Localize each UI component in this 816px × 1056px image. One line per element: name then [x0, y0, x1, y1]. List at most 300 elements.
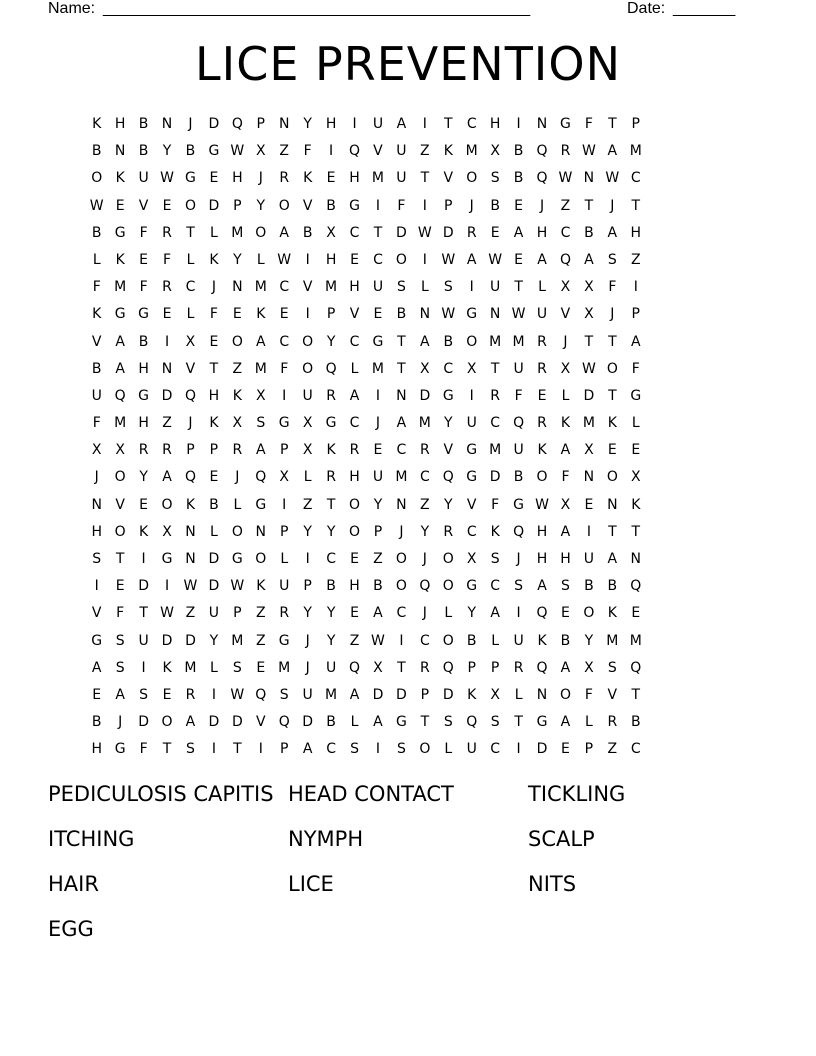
grid-letter[interactable]: Q — [466, 714, 478, 731]
grid-letter[interactable]: B — [138, 116, 149, 132]
grid-letter[interactable]: D — [536, 741, 548, 758]
grid-letter[interactable]: B — [607, 578, 618, 595]
grid-letter[interactable]: L — [491, 632, 500, 649]
grid-letter[interactable]: L — [210, 224, 218, 241]
grid-letter[interactable]: Y — [326, 333, 336, 350]
grid-letter[interactable]: Y — [373, 496, 383, 513]
grid-letter[interactable]: K — [537, 632, 547, 649]
grid-letter[interactable]: V — [373, 143, 383, 160]
grid-letter[interactable]: Y — [444, 415, 453, 432]
grid-letter[interactable]: G — [372, 333, 384, 350]
grid-letter[interactable]: U — [372, 279, 384, 296]
grid-letter[interactable]: D — [208, 714, 220, 731]
grid-letter[interactable]: X — [420, 360, 430, 377]
grid-letter[interactable]: J — [235, 469, 240, 486]
grid-letter[interactable]: V — [349, 306, 360, 323]
grid-letter[interactable]: J — [94, 469, 99, 486]
grid-letter[interactable]: O — [442, 578, 454, 595]
grid-letter[interactable]: B — [302, 224, 313, 241]
grid-letter[interactable]: K — [560, 415, 571, 432]
grid-letter[interactable]: O — [302, 333, 314, 350]
grid-letter[interactable]: T — [490, 360, 500, 377]
grid-letter[interactable]: C — [326, 551, 336, 567]
grid-letter[interactable]: O — [278, 197, 290, 214]
grid-letter[interactable]: S — [490, 170, 500, 187]
grid-letter[interactable]: C — [466, 523, 477, 540]
grid-letter[interactable]: X — [584, 659, 594, 676]
grid-letter[interactable]: D — [208, 116, 220, 132]
grid-letter[interactable]: T — [444, 116, 453, 132]
grid-letter[interactable]: Y — [584, 632, 594, 649]
grid-letter[interactable]: H — [325, 116, 337, 132]
grid-letter[interactable]: O — [161, 714, 173, 731]
grid-letter[interactable]: O — [255, 224, 267, 241]
grid-letter[interactable]: M — [629, 143, 642, 160]
grid-letter[interactable]: S — [92, 551, 102, 567]
grid-letter[interactable]: E — [232, 306, 242, 323]
grid-letter[interactable]: K — [537, 442, 547, 459]
grid-letter[interactable]: Q — [349, 659, 361, 676]
grid-letter[interactable]: K — [607, 415, 617, 432]
grid-letter[interactable]: W — [488, 251, 503, 268]
grid-letter[interactable]: H — [349, 170, 360, 187]
grid-letter[interactable]: L — [256, 251, 265, 268]
grid-letter[interactable]: L — [210, 523, 218, 540]
grid-letter[interactable]: G — [560, 116, 571, 132]
grid-letter[interactable]: Q — [419, 578, 431, 595]
grid-letter[interactable]: U — [372, 469, 384, 486]
grid-letter[interactable]: K — [92, 306, 102, 323]
grid-letter[interactable]: G — [513, 496, 525, 513]
grid-letter[interactable]: F — [280, 360, 289, 377]
grid-letter[interactable]: E — [209, 170, 219, 187]
grid-letter[interactable]: R — [326, 469, 336, 486]
grid-letter[interactable]: L — [350, 360, 359, 377]
grid-letter[interactable]: F — [139, 741, 148, 758]
grid-letter[interactable]: Z — [255, 632, 266, 649]
grid-letter[interactable]: H — [138, 415, 149, 432]
grid-letter[interactable]: N — [489, 306, 501, 323]
grid-letter[interactable]: B — [91, 143, 102, 160]
grid-letter[interactable]: W — [230, 686, 245, 703]
grid-letter[interactable]: K — [185, 496, 196, 513]
grid-letter[interactable]: T — [233, 741, 242, 758]
grid-letter[interactable]: X — [560, 360, 571, 377]
grid-letter[interactable]: A — [396, 415, 407, 432]
grid-letter[interactable]: C — [279, 279, 290, 296]
grid-letter[interactable]: U — [372, 116, 384, 132]
grid-letter[interactable]: M — [489, 442, 502, 459]
grid-letter[interactable]: A — [115, 360, 125, 377]
grid-letter[interactable]: E — [584, 496, 594, 513]
grid-letter[interactable]: D — [372, 686, 384, 703]
grid-letter[interactable]: E — [162, 197, 172, 214]
grid-letter[interactable]: P — [584, 741, 594, 758]
grid-letter[interactable]: H — [536, 551, 548, 567]
grid-letter[interactable]: A — [537, 578, 547, 595]
grid-letter[interactable]: A — [630, 333, 641, 350]
grid-letter[interactable]: Y — [326, 632, 336, 649]
grid-letter[interactable]: M — [582, 415, 595, 432]
grid-letter[interactable]: L — [186, 251, 195, 268]
grid-letter[interactable]: E — [350, 251, 359, 268]
grid-letter[interactable]: J — [305, 632, 310, 649]
grid-letter[interactable]: S — [350, 741, 359, 758]
grid-letter[interactable]: D — [231, 714, 243, 731]
grid-letter[interactable]: X — [373, 659, 383, 676]
grid-letter[interactable]: I — [94, 578, 99, 595]
grid-letter[interactable]: U — [513, 442, 524, 459]
grid-letter[interactable]: N — [255, 523, 267, 540]
grid-letter[interactable]: J — [563, 333, 568, 350]
grid-letter[interactable]: O — [395, 251, 407, 268]
grid-letter[interactable]: I — [633, 279, 638, 296]
grid-letter[interactable]: M — [325, 686, 338, 703]
grid-letter[interactable]: H — [91, 741, 102, 758]
grid-letter[interactable]: L — [444, 605, 453, 622]
grid-letter[interactable]: O — [349, 523, 361, 540]
grid-letter[interactable]: K — [467, 686, 477, 703]
grid-letter[interactable]: O — [559, 686, 571, 703]
grid-letter[interactable]: W — [535, 496, 549, 513]
grid-letter[interactable]: H — [536, 523, 548, 540]
grid-letter[interactable]: B — [138, 333, 149, 350]
grid-letter[interactable]: Y — [326, 605, 336, 622]
grid-letter[interactable]: M — [254, 360, 267, 377]
grid-letter[interactable]: I — [141, 551, 146, 567]
grid-letter[interactable]: V — [255, 714, 266, 731]
grid-letter[interactable]: K — [631, 496, 641, 513]
grid-letter[interactable]: I — [469, 279, 474, 296]
grid-letter[interactable]: K — [326, 442, 336, 459]
grid-letter[interactable]: T — [326, 496, 336, 513]
grid-letter[interactable]: V — [466, 496, 477, 513]
grid-letter[interactable]: L — [631, 415, 640, 432]
grid-letter[interactable]: A — [185, 714, 196, 731]
grid-letter[interactable]: C — [279, 333, 290, 350]
grid-letter[interactable]: U — [208, 605, 220, 622]
grid-letter[interactable]: N — [161, 116, 173, 132]
grid-letter[interactable]: F — [163, 251, 172, 268]
grid-letter[interactable]: N — [583, 469, 595, 486]
grid-letter[interactable]: X — [255, 143, 266, 160]
grid-letter[interactable]: R — [326, 387, 336, 404]
grid-letter[interactable]: U — [466, 415, 477, 432]
grid-letter[interactable]: A — [420, 333, 430, 350]
grid-letter[interactable]: O — [466, 333, 478, 350]
grid-letter[interactable]: W — [441, 306, 456, 323]
grid-letter[interactable]: E — [490, 224, 500, 241]
grid-letter[interactable]: W — [277, 251, 292, 268]
grid-letter[interactable]: Z — [279, 143, 290, 160]
grid-letter[interactable]: Z — [420, 496, 430, 513]
grid-letter[interactable]: I — [164, 578, 170, 595]
grid-letter[interactable]: Q — [442, 659, 454, 676]
grid-letter[interactable]: M — [114, 279, 127, 296]
grid-letter[interactable]: U — [138, 632, 149, 649]
grid-letter[interactable]: O — [161, 496, 173, 513]
grid-letter[interactable]: T — [139, 605, 148, 622]
grid-letter[interactable]: E — [115, 578, 125, 595]
grid-letter[interactable]: U — [302, 686, 313, 703]
grid-letter[interactable]: E — [607, 442, 617, 459]
grid-letter[interactable]: B — [91, 714, 102, 731]
grid-letter[interactable]: D — [161, 632, 173, 649]
grid-letter[interactable]: U — [279, 578, 290, 595]
grid-letter[interactable]: G — [91, 632, 103, 649]
grid-letter[interactable]: T — [514, 714, 523, 731]
grid-letter[interactable]: M — [371, 360, 385, 377]
grid-letter[interactable]: E — [373, 306, 383, 323]
grid-letter[interactable]: H — [560, 551, 571, 567]
grid-letter[interactable]: J — [305, 659, 310, 676]
grid-letter[interactable]: C — [466, 116, 477, 132]
grid-letter[interactable]: W — [558, 170, 573, 187]
grid-letter[interactable]: N — [161, 360, 173, 377]
grid-letter[interactable]: K — [490, 523, 500, 540]
grid-letter[interactable]: S — [490, 551, 500, 567]
grid-letter[interactable]: X — [584, 279, 594, 296]
grid-letter[interactable]: C — [396, 605, 407, 622]
grid-letter[interactable]: T — [209, 360, 219, 377]
grid-letter[interactable]: B — [513, 469, 524, 486]
grid-letter[interactable]: U — [513, 360, 524, 377]
grid-letter[interactable]: P — [303, 578, 312, 595]
grid-letter[interactable]: U — [583, 551, 595, 567]
grid-letter[interactable]: O — [231, 523, 243, 540]
grid-letter[interactable]: R — [279, 605, 290, 622]
grid-letter[interactable]: A — [373, 714, 383, 731]
grid-letter[interactable]: N — [232, 279, 243, 296]
grid-letter[interactable]: S — [186, 741, 195, 758]
grid-letter[interactable]: D — [442, 224, 454, 241]
grid-letter[interactable]: L — [514, 686, 523, 703]
grid-letter[interactable]: K — [607, 605, 617, 622]
grid-letter[interactable]: D — [583, 387, 595, 404]
grid-letter[interactable]: T — [397, 333, 406, 350]
grid-letter[interactable]: J — [610, 306, 615, 323]
grid-letter[interactable]: Z — [232, 360, 243, 377]
grid-letter[interactable]: B — [396, 306, 407, 323]
grid-letter[interactable]: E — [631, 605, 641, 622]
grid-letter[interactable]: F — [491, 496, 500, 513]
grid-letter[interactable]: I — [282, 496, 287, 513]
grid-letter[interactable]: W — [371, 632, 385, 649]
grid-letter[interactable]: K — [256, 578, 266, 595]
grid-letter[interactable]: K — [92, 116, 102, 132]
grid-letter[interactable]: D — [396, 224, 407, 241]
grid-letter[interactable]: U — [91, 387, 102, 404]
grid-letter[interactable]: Y — [444, 496, 453, 513]
grid-letter[interactable]: V — [115, 496, 125, 513]
grid-letter[interactable]: R — [232, 442, 243, 459]
grid-letter[interactable]: D — [208, 578, 220, 595]
grid-letter[interactable]: F — [608, 279, 617, 296]
grid-letter[interactable]: M — [629, 632, 642, 649]
grid-letter[interactable]: E — [139, 496, 149, 513]
grid-letter[interactable]: G — [231, 551, 243, 567]
grid-letter[interactable]: B — [91, 360, 102, 377]
grid-letter[interactable]: P — [373, 523, 383, 540]
grid-letter[interactable]: A — [607, 551, 618, 567]
grid-letter[interactable]: B — [326, 197, 336, 214]
grid-letter[interactable]: Y — [420, 523, 430, 540]
grid-letter[interactable]: T — [608, 387, 617, 404]
grid-letter[interactable]: K — [115, 251, 125, 268]
grid-letter[interactable]: Q — [255, 686, 267, 703]
grid-letter[interactable]: A — [537, 251, 547, 268]
grid-letter[interactable]: G — [255, 496, 267, 513]
grid-letter[interactable]: U — [536, 306, 548, 323]
grid-letter[interactable]: O — [419, 741, 431, 758]
grid-letter[interactable]: A — [396, 116, 407, 132]
grid-letter[interactable]: R — [162, 442, 172, 459]
grid-letter[interactable]: E — [92, 686, 102, 703]
grid-letter[interactable]: F — [92, 279, 101, 296]
grid-letter[interactable]: M — [231, 224, 244, 241]
grid-letter[interactable]: P — [279, 523, 289, 540]
grid-letter[interactable]: S — [443, 714, 453, 731]
grid-letter[interactable]: J — [399, 523, 404, 540]
grid-letter[interactable]: M — [606, 632, 619, 649]
grid-letter[interactable]: B — [91, 224, 102, 241]
grid-letter[interactable]: R — [537, 415, 547, 432]
grid-letter[interactable]: W — [230, 143, 245, 160]
grid-letter[interactable]: W — [605, 170, 620, 187]
grid-letter[interactable]: X — [490, 143, 500, 160]
grid-letter[interactable]: O — [442, 632, 454, 649]
grid-letter[interactable]: E — [514, 251, 524, 268]
grid-letter[interactable]: M — [395, 469, 408, 486]
grid-letter[interactable]: Q — [630, 659, 642, 676]
grid-letter[interactable]: B — [490, 197, 500, 214]
grid-letter[interactable]: P — [631, 116, 640, 132]
grid-letter[interactable]: B — [584, 578, 594, 595]
grid-letter[interactable]: E — [162, 306, 172, 323]
grid-letter[interactable]: X — [584, 442, 594, 459]
grid-letter[interactable]: G — [325, 415, 337, 432]
grid-letter[interactable]: N — [607, 496, 618, 513]
grid-letter[interactable]: G — [114, 306, 126, 323]
grid-letter[interactable]: B — [443, 333, 454, 350]
grid-letter[interactable]: V — [138, 197, 149, 214]
grid-letter[interactable]: V — [185, 360, 196, 377]
grid-letter[interactable]: F — [584, 686, 593, 703]
grid-letter[interactable]: J — [188, 415, 193, 432]
grid-letter[interactable]: R — [513, 659, 524, 676]
grid-letter[interactable]: L — [210, 659, 218, 676]
grid-letter[interactable]: S — [490, 714, 500, 731]
grid-letter[interactable]: H — [349, 469, 360, 486]
grid-letter[interactable]: O — [583, 605, 595, 622]
grid-letter[interactable]: I — [516, 605, 521, 622]
grid-letter[interactable]: N — [583, 170, 595, 187]
grid-letter[interactable]: K — [162, 659, 172, 676]
grid-letter[interactable]: L — [92, 251, 101, 268]
grid-letter[interactable]: C — [373, 251, 383, 268]
grid-letter[interactable]: G — [114, 224, 126, 241]
grid-letter[interactable]: X — [490, 686, 500, 703]
grid-letter[interactable]: A — [560, 714, 571, 731]
grid-letter[interactable]: C — [443, 360, 454, 377]
grid-letter[interactable]: I — [422, 116, 427, 132]
grid-letter[interactable]: X — [162, 523, 172, 540]
grid-letter[interactable]: U — [302, 387, 313, 404]
grid-letter[interactable]: M — [489, 333, 502, 350]
grid-letter[interactable]: J — [258, 170, 263, 187]
grid-letter[interactable]: P — [233, 197, 242, 214]
grid-letter[interactable]: W — [89, 197, 104, 214]
grid-letter[interactable]: X — [302, 442, 313, 459]
grid-letter[interactable]: Z — [560, 197, 571, 214]
grid-letter[interactable]: D — [442, 686, 454, 703]
grid-letter[interactable]: V — [443, 170, 454, 187]
grid-letter[interactable]: S — [396, 741, 406, 758]
grid-letter[interactable]: H — [630, 224, 642, 241]
grid-letter[interactable]: G — [278, 415, 290, 432]
grid-letter[interactable]: J — [211, 279, 216, 296]
grid-letter[interactable]: E — [139, 251, 149, 268]
grid-letter[interactable]: B — [185, 143, 196, 160]
grid-letter[interactable]: J — [188, 116, 193, 132]
grid-letter[interactable]: W — [417, 224, 432, 241]
grid-letter[interactable]: T — [584, 333, 594, 350]
grid-letter[interactable]: Y — [162, 143, 172, 160]
grid-letter[interactable]: B — [466, 632, 477, 649]
grid-letter[interactable]: I — [352, 116, 357, 132]
grid-letter[interactable]: I — [305, 251, 310, 268]
grid-letter[interactable]: L — [444, 741, 453, 758]
grid-letter[interactable]: U — [138, 170, 149, 187]
grid-letter[interactable]: G — [442, 387, 454, 404]
grid-letter[interactable]: Q — [513, 523, 525, 540]
grid-letter[interactable]: Z — [255, 605, 266, 622]
grid-letter[interactable]: J — [516, 551, 521, 567]
grid-letter[interactable]: T — [608, 523, 617, 540]
grid-letter[interactable]: A — [466, 251, 477, 268]
grid-letter[interactable]: I — [586, 523, 591, 540]
grid-letter[interactable]: X — [91, 442, 102, 459]
grid-letter[interactable]: Q — [325, 360, 337, 377]
grid-letter[interactable]: Y — [303, 605, 312, 622]
grid-letter[interactable]: I — [329, 143, 334, 160]
grid-letter[interactable]: G — [466, 306, 478, 323]
grid-letter[interactable]: J — [539, 197, 545, 214]
grid-letter[interactable]: K — [209, 251, 219, 268]
grid-letter[interactable]: V — [443, 442, 454, 459]
grid-letter[interactable]: E — [350, 605, 359, 622]
grid-letter[interactable]: E — [115, 197, 125, 214]
grid-letter[interactable]: E — [279, 306, 289, 323]
grid-letter[interactable]: A — [302, 741, 313, 758]
grid-letter[interactable]: I — [305, 551, 310, 567]
grid-letter[interactable]: R — [138, 442, 149, 459]
grid-letter[interactable]: D — [208, 551, 220, 567]
grid-letter[interactable]: A — [91, 659, 102, 676]
grid-letter[interactable]: X — [466, 551, 477, 567]
grid-letter[interactable]: Q — [278, 714, 290, 731]
grid-letter[interactable]: T — [631, 197, 641, 214]
grid-letter[interactable]: X — [115, 442, 125, 459]
grid-letter[interactable]: S — [115, 659, 125, 676]
grid-letter[interactable]: O — [606, 469, 618, 486]
grid-letter[interactable]: X — [279, 469, 290, 486]
grid-letter[interactable]: I — [282, 387, 287, 404]
grid-letter[interactable]: Y — [303, 116, 312, 132]
grid-letter[interactable]: R — [607, 714, 618, 731]
grid-letter[interactable]: M — [465, 143, 478, 160]
grid-letter[interactable]: Y — [467, 605, 476, 622]
